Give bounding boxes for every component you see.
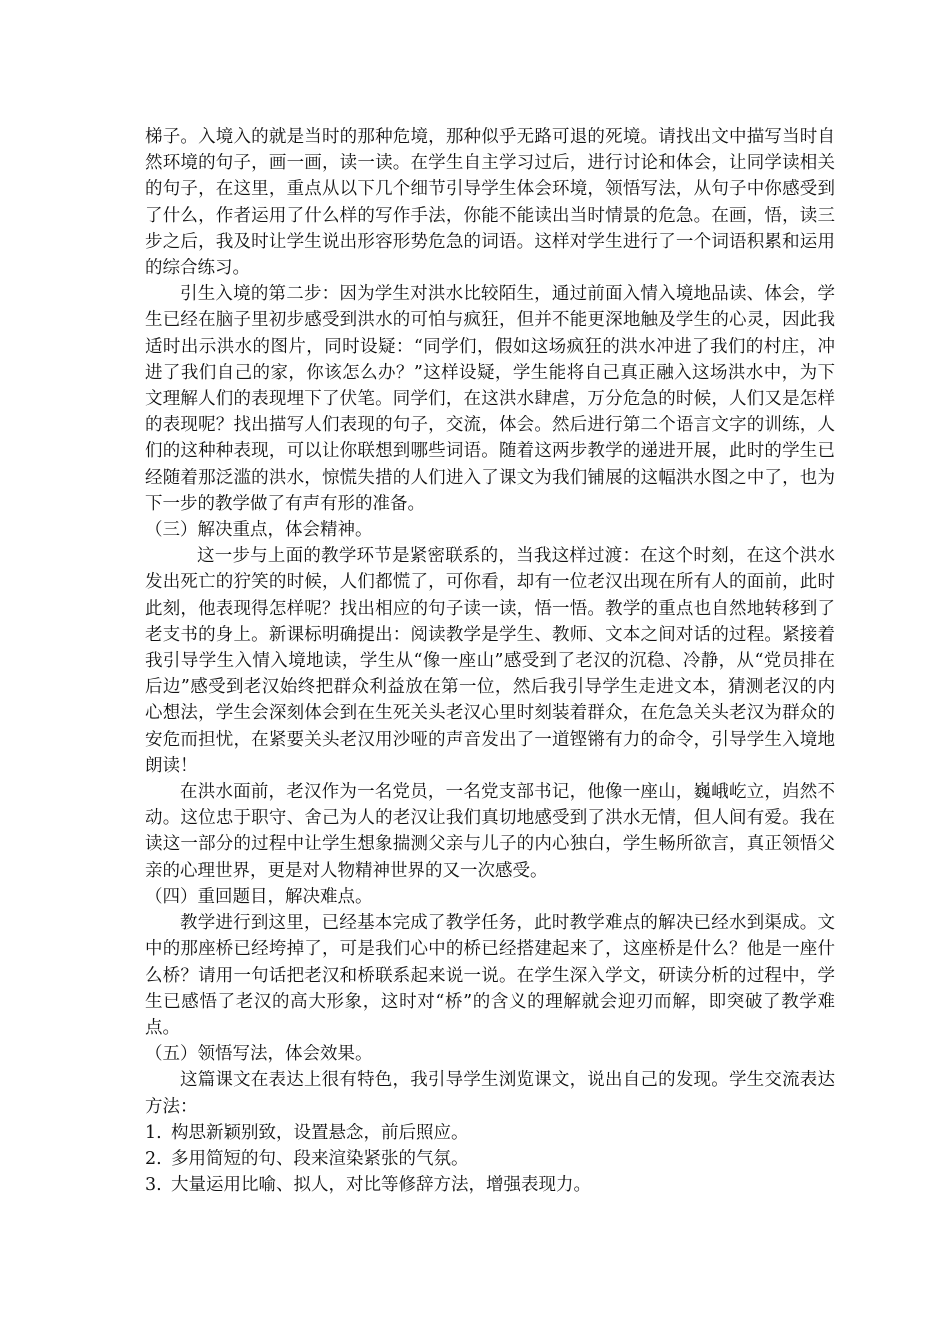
- paragraph: 教学进行到这里，已经基本完成了教学任务，此时教学难点的解决已经水到渠成。文中的那座桥已经垮掉了，可是我们心中的桥已经搭建起来了，这座桥是什么？他是一座什么桥？请用一句话把老汉和桥联系起来说一说。在学生深入学文，研读分析的过程中，学生已感悟了老汉的高大形象，这时对“桥”的含义的理解就会迎刃而解，即突破了教学难点。: [145, 913, 835, 1038]
- paragraph: 这一步与上面的教学环节是紧密联系的，当我这样过渡：在这个时刻，在这个洪水发出死亡的狞笑的时候，人们都慌了，可你看，却有一位老汉出现在所有人的面前，此时此刻，他表现得怎样呢？找出相应的句子读一读，悟一悟。教学的重点也自然地转移到了老支书的身上。新课标明确提出：阅读教学是学生、教师、文本之间对话的过程。紧接着我引导学生入情入境地读，学生从“像一座山”感受到了老汉的沉稳、冷静，从“党员排在后边”感受到老汉始终把群众利益放在第一位，然后我引导学生走进文本，猜测老汉的内心想法，学生会深刻体会到在生死关头老汉心里时刻装着群众，在危急关头老汉为群众的安危而担忧，在紧要关头老汉用沙哑的声音发出了一道铿锵有力的命令，引导学生入境地朗读！: [145, 546, 835, 776]
- paragraph: 引生入境的第二步：因为学生对洪水比较陌生，通过前面入情入境地品读、体会，学生已经在脑子里初步感受到洪水的可怕与疯狂，但并不能更深地触及学生的心灵，因此我适时出示洪水的图片，同时设疑：“同学们，假如这场疯狂的洪水冲进了我们的村庄，冲进了我们自己的家，你该怎么办？”这样设疑，学生能将自己真正融入这场洪水中，为下文理解人们的表现埋下了伏笔。同学们，在这洪水肆虐，万分危急的时候，人们又是怎样的表现呢？找出描写人们表现的句子，交流，体会。然后进行第二个语言文字的训练，人们的这种种表现，可以让你联想到哪些词语。随着这两步教学的递进开展，此时的学生已经随着那泛滥的洪水，惊慌失措的人们进入了课文为我们铺展的这幅洪水图之中了，也为下一步的教学做了有声有形的准备。: [145, 284, 835, 514]
- paragraph: 在洪水面前，老汉作为一名党员，一名党支部书记，他像一座山，巍峨屹立，岿然不动。这位忠于职守、舍己为人的老汉让我们真切地感受到了洪水无情，但人间有爱。我在读这一部分的过程中让学生想象揣测父亲与儿子的内心独白，学生畅所欲言，真正领悟父亲的心理世界，更是对人物精神世界的又一次感受。: [145, 782, 835, 881]
- list-item: [145, 1120, 835, 1146]
- section-heading: （三）解决重点，体会精神。: [145, 520, 373, 541]
- section-heading: （五）领悟写法，体会效果。: [145, 1044, 373, 1065]
- list-item: [145, 1146, 835, 1172]
- list-text: 构思新颖别致，设置悬念，前后照应。: [171, 1122, 469, 1143]
- paragraph: 这篇课文在表达上很有特色，我引导学生浏览课文，说出自己的发现。学生交流表达方法：: [145, 1070, 835, 1117]
- list-text: 大量运用比喻、拟人，对比等修辞方法，增强表现力。: [171, 1175, 591, 1196]
- document-body: [145, 124, 835, 1198]
- list-number: 1.: [145, 1122, 162, 1143]
- list-number: 2.: [145, 1148, 162, 1169]
- paragraph: 梯子。入境入的就是当时的那种危境，那种似乎无路可退的死境。请找出文中描写当时自然环境的句子，画一画，读一读。在学生自主学习过后，进行讨论和体会，让同学读相关的句子，在这里，重点从以下几个细节引导学生体会环境，领悟写法，从句子中你感受到了什么，作者运用了什么样的写作手法，你能不能读出当时情景的危急。在画，悟，读三步之后，我及时让学生说出形容形势危急的词语。这样对学生进行了一个词语积累和运用的综合练习。: [145, 127, 835, 279]
- section-heading: （四）重回题目，解决难点。: [145, 886, 373, 907]
- list-number: 3.: [145, 1175, 162, 1196]
- list-text: 多用简短的句、段来渲染紧张的气氛。: [171, 1148, 469, 1169]
- list-item: [145, 1172, 835, 1198]
